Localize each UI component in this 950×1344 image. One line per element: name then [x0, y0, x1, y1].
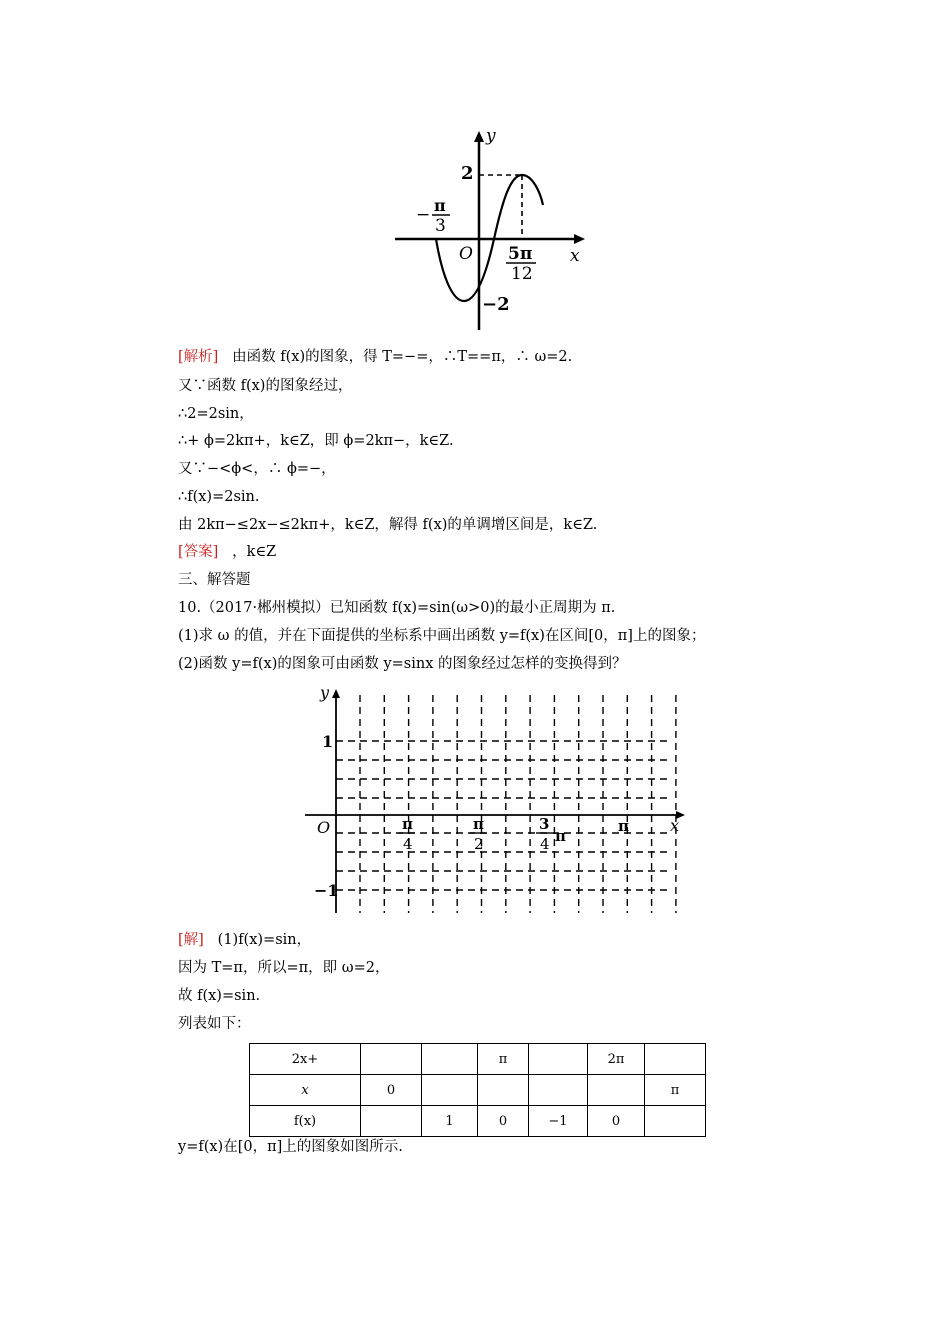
fig1-y-min: −2 — [482, 294, 510, 315]
table-cell — [422, 1044, 478, 1075]
table-cell: 2x+ — [250, 1044, 361, 1075]
value-table — [249, 1043, 706, 1137]
solution9-line4: ∴+ ϕ=2kπ+，k∈Z，即 ϕ=2kπ−，k∈Z. — [178, 433, 454, 449]
tick-pi4-den: 4 — [403, 835, 413, 853]
table-cell — [529, 1075, 588, 1106]
table-cell — [478, 1075, 529, 1106]
fig2-y-axis-arrow — [332, 689, 340, 698]
table-cell — [645, 1106, 706, 1137]
fig1-left-sign: − — [416, 205, 431, 225]
fig1-y-max: 2 — [461, 163, 474, 184]
tick-pi2-den: 2 — [474, 835, 484, 853]
table-cell — [422, 1075, 478, 1106]
table-cell — [529, 1044, 588, 1075]
jie-text: (1)f(x)=sin， — [217, 932, 312, 948]
tick-pi4-num: π — [402, 815, 413, 833]
table-cell: π — [645, 1075, 706, 1106]
figure-sine-graph — [390, 125, 590, 335]
tick-pi: π — [618, 817, 629, 835]
tick-3pi4-den: 4 — [540, 835, 550, 853]
table-cell — [361, 1044, 422, 1075]
solution9-line2: 又∵函数 f(x)的图象经过， — [178, 378, 353, 394]
fig2-x-label: x — [670, 816, 680, 835]
x-axis-arrow — [574, 234, 585, 244]
jiexi-text: 由函数 f(x)的图象，得 T=−=，∴T==π，∴ ω=2. — [232, 349, 573, 365]
tick-pi2-num: π — [473, 815, 484, 833]
fig2-y-one: 1 — [322, 732, 334, 751]
y-axis-arrow — [474, 131, 484, 142]
table-cell: 2π — [588, 1044, 645, 1075]
fig1-left-num: π — [434, 196, 446, 215]
solution9-line5: 又∵−<ϕ<，∴ ϕ=−， — [178, 461, 336, 477]
problem10-stem: 10.（2017·郴州模拟）已知函数 f(x)=sin(ω>0)的最小正周期为 π. — [178, 600, 616, 616]
table-cell: f(x) — [250, 1106, 361, 1137]
figure-grid — [300, 683, 690, 918]
fig1-y-label: y — [486, 126, 496, 146]
table-row — [250, 1075, 706, 1106]
fig1-left-den: 3 — [435, 216, 446, 236]
grid-lines — [336, 695, 676, 913]
tick-3pi4-num: 3 — [539, 815, 550, 833]
solution9-line7: 由 2kπ−≤2x−≤2kπ+，k∈Z，解得 f(x)的单调增区间是，k∈Z. — [178, 517, 598, 533]
table-row — [250, 1044, 706, 1075]
fig1-x-label: x — [570, 246, 580, 266]
answer-text: ，k∈Z — [232, 544, 277, 560]
table-row — [250, 1106, 706, 1137]
fig2-y-label: y — [320, 683, 330, 702]
fig1-right-num: 5π — [508, 244, 533, 264]
table-cell: −1 — [529, 1106, 588, 1137]
table-cell: x — [250, 1075, 361, 1106]
table-cell: 0 — [588, 1106, 645, 1137]
table-cell: 0 — [361, 1075, 422, 1106]
fig2-y-neg-one: −1 — [314, 881, 339, 900]
tick-3pi4-pi: π — [555, 827, 566, 845]
solution10-line5: y=f(x)在[0，π]上的图象如图所示. — [178, 1139, 403, 1155]
answer-line — [178, 542, 276, 562]
jiexi-tag: [解析] — [178, 349, 219, 365]
section-title: 三、解答题 — [178, 572, 251, 588]
solution10-line2: 因为 T=π，所以=π，即 ω=2， — [178, 960, 390, 976]
jie-tag: [解] — [178, 932, 204, 948]
table-cell: 0 — [478, 1106, 529, 1137]
problem10-q1: (1)求 ω 的值，并在下面提供的坐标系中画出函数 y=f(x)在区间[0，π]上的图象； — [178, 628, 706, 644]
solution9-line1 — [178, 347, 572, 367]
table-cell — [645, 1044, 706, 1075]
fig1-right-den: 12 — [511, 264, 533, 284]
fig2-origin: O — [317, 818, 331, 837]
fig1-origin: O — [459, 244, 473, 264]
solution10-line3: 故 f(x)=sin. — [178, 988, 261, 1004]
table-cell — [588, 1075, 645, 1106]
problem10-q2: (2)函数 y=f(x)的图象可由函数 y=sinx 的图象经过怎样的变换得到？ — [178, 656, 627, 672]
table-cell: 1 — [422, 1106, 478, 1137]
solution10-line1 — [178, 930, 311, 950]
answer-tag: [答案] — [178, 544, 219, 560]
table-cell: π — [478, 1044, 529, 1075]
table-cell — [361, 1106, 422, 1137]
solution9-line6: ∴f(x)=2sin. — [178, 489, 260, 505]
solution9-line3: ∴2=2sin， — [178, 406, 254, 422]
solution10-line4: 列表如下： — [178, 1016, 251, 1032]
